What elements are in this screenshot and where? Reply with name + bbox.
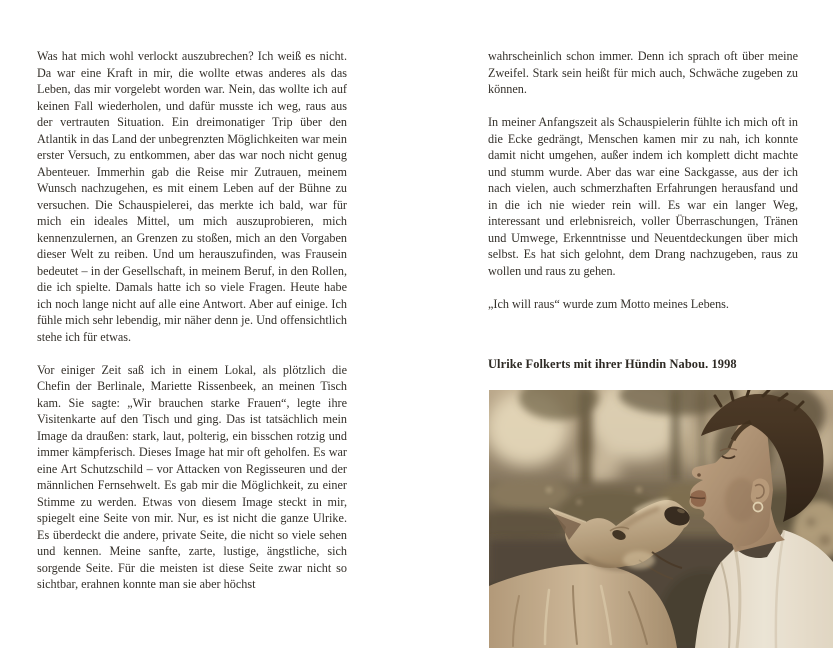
photo-illustration xyxy=(489,390,833,648)
right-page-text-column xyxy=(488,48,798,312)
paragraph: wahrscheinlich schon immer. Denn ich sprach oft über meine Zweifel. Stark sein heißt für mich auch, Schwäche zugeben zu können. xyxy=(488,49,798,96)
sepia-overlay xyxy=(489,390,833,648)
paragraph: Was hat mich wohl verlockt auszubrechen? Ich weiß es nicht. Da war eine Kraft in mir, die wollte etwas anderes als das Leben, das mir vorgelebt worden war. Nein, das wollte ich auf keinen Fall wiederholen, und dafür musste ich weg, raus aus der vertrauten Situation. Ein dreimonatiger Trip über den Atlantik in das Land der unbegrenzten Möglichkeiten war mein erster Versuch, zu entkommen, aber das war noch nicht genug Abenteuer. Immerhin gab die Reise mir Zutrauen, meinem Wunsch nachzugehen, es mit einem Leben auf der Bühne zu versuchen. Die Schauspielerei, das merkte ich bald, war für mich ein ideales Mittel, um mich auszuprobieren, mich kennenzulernen, an Grenzen zu stoßen, mich an den Vorgaben dieser Welt zu reiben. Und um herauszufinden, was Frausein bedeutet – in der Gesellschaft, in meinem Beruf, in den Rollen, die ich spielte. Damals hatte ich so viele Fragen. Heute habe ich noch lange nicht auf alle eine Antwort. Aber auf einige. Ich fühle mich sehr lebendig, mir näher denn je. Und offensichtlich stehe ich für etwas. xyxy=(37,49,348,344)
photo-ulrike-and-dog xyxy=(489,390,833,648)
photo-caption: Ulrike Folkerts mit ihrer Hündin Nabou. 1998 xyxy=(488,357,737,371)
paragraph: In meiner Anfangszeit als Schauspielerin fühlte ich mich oft in die Ecke gedrängt, Menschen kamen mir zu nah, ich konnte damit nicht umgehen, außer indem ich komplett dicht machte und stumm wurde. Aber das war eine Sackgasse, aus der ich nach vielen, auch schmerzhaften Erfahrungen herausfand und in die ich nie wieder rein will. Es war ein langer Weg, interessant und erlebnisreich, voller Überraschungen, Tränen und Umwege, Erkenntnisse und Neuentdeckungen über mich selbst. Es hat sich gelohnt, dem Drang nachzugeben, raus zu wollen und raus zu gehen. xyxy=(488,115,798,278)
left-page-text-column xyxy=(37,48,347,593)
paragraph: „Ich will raus“ wurde zum Motto meines Lebens. xyxy=(488,296,729,311)
paragraph: Vor einiger Zeit saß ich in einem Lokal, als plötzlich die Chefin der Berlinale, Mariette Rissenbeek, an meinen Tisch kam. Sie sagte: „Wir brauchen starke Frauen“, legte ihre Visitenkarte auf den Tisch und ging. Das ist tatsächlich mein Image da draußen: stark, laut, polterig, ein bisschen rotzig und immer kämpferisch. Dieses Image hat mir oft geholfen. Es war eine Art Schutzschild – vor Attacken von Regisseuren und der männlichen Fernsehwelt. Es gab mir die Möglichkeit, zu einer Stimme zu werden. Etwas von diesem Image steckt in mir, spiegelt eine Seite von mir. Nur, es ist nicht die ganze Ulrike. Es überdeckt die andere, private Seite, die nicht so viele sehen und kennen. Meine sanfte, zarte, lustige, ängstliche, sich sorgende Seite. Für die meisten ist diese Seite zwar nicht so sichtbar, erahnen konnte man sie aber höchst xyxy=(37,362,347,591)
